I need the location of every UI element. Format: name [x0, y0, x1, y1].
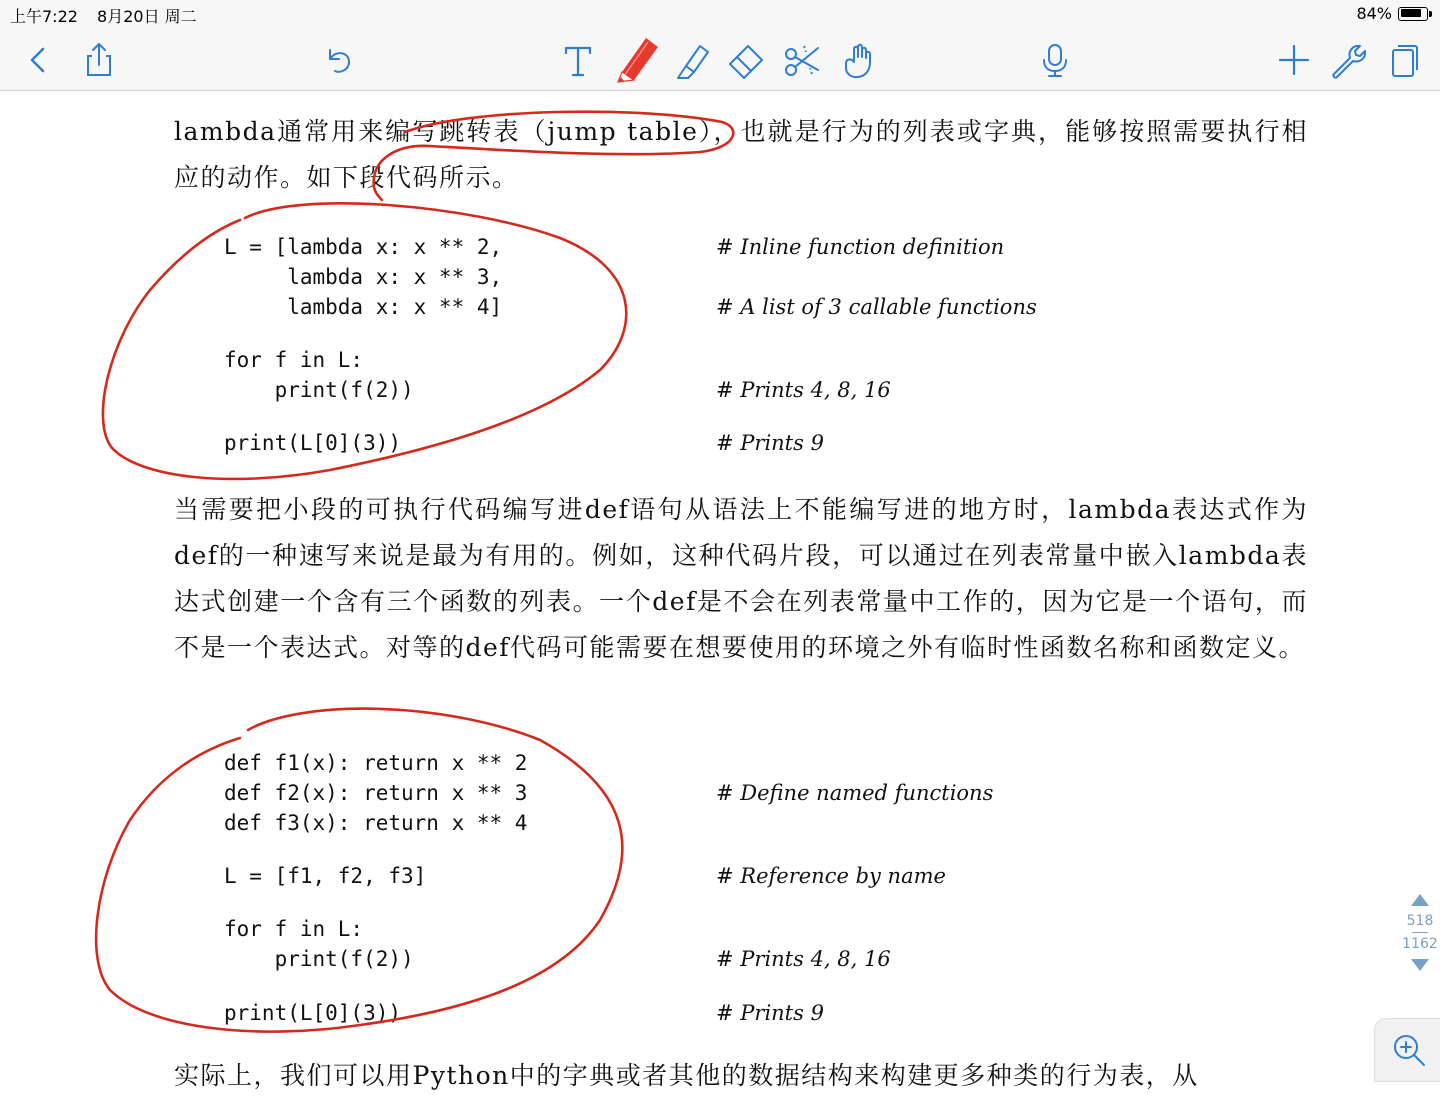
- pen-tool-button[interactable]: [612, 32, 664, 84]
- code-line: for f in L:: [224, 348, 364, 372]
- battery-percent: 84%: [1356, 4, 1392, 23]
- code-line: print(f(2)): [224, 378, 414, 402]
- text-tool-button[interactable]: [556, 38, 600, 82]
- share-icon: [79, 40, 119, 80]
- highlighter-tool-icon: [670, 40, 710, 80]
- paragraph-1: lambda通常用来编写跳转表（jump table），也就是行为的列表或字典，能够按照需要执行相应的动作。如下段代码所示。: [174, 117, 1308, 192]
- code-comment: # A list of 3 callable functions: [716, 295, 1037, 319]
- toolbar: [0, 30, 1440, 91]
- code-comment: # Prints 4, 8, 16: [716, 947, 891, 971]
- code-comment: # Prints 4, 8, 16: [716, 378, 891, 402]
- microphone-icon: [1035, 40, 1075, 80]
- code-line: for f in L:: [224, 917, 364, 941]
- code-line: print(f(2)): [224, 947, 414, 971]
- pages-button[interactable]: [1382, 38, 1426, 82]
- hand-tool-button[interactable]: [834, 38, 878, 82]
- code-line: def f1(x): return x ** 2: [224, 751, 528, 775]
- scissors-lasso-icon: [782, 40, 822, 80]
- back-chevron-icon: [18, 40, 58, 80]
- hand-tool-icon: [836, 40, 876, 80]
- status-time: 上午7:22: [10, 7, 78, 26]
- code-comment: # Inline function definition: [716, 235, 1005, 259]
- total-pages: 1162: [1402, 936, 1438, 952]
- status-bar: [0, 0, 1440, 30]
- zoom-button[interactable]: [1374, 1018, 1440, 1082]
- code-line: lambda x: x ** 3,: [224, 265, 503, 289]
- text-tool-icon: [558, 40, 598, 80]
- page-separator: [1412, 932, 1428, 933]
- code-line: print(L[0](3)): [224, 1001, 402, 1025]
- paragraph-3-partial: 实际上，我们可以用Python中的字典或者其他的数据结构来构建更多种类的行为表，从: [174, 1061, 1199, 1090]
- code-line: def f2(x): return x ** 3: [224, 781, 528, 805]
- zoom-in-icon: [1389, 1030, 1429, 1070]
- code-line: lambda x: x ** 4]: [224, 295, 503, 319]
- status-date: 8月20日 周二: [97, 7, 197, 26]
- page-down-icon[interactable]: [1411, 959, 1429, 971]
- current-page: 518: [1406, 913, 1434, 929]
- paragraph-2: 当需要把小段的可执行代码编写进def语句从语法上不能编写进的地方时，lambda表达式作为def的一种速写来说是最为有用的。例如，这种代码片段，可以通过在列表常量中嵌入lambda表达式创建一个含有三个函数的列表。一个def是不会在列表常量中工作的，因为它是一个语句，而不是一个表达式。对等的def代码可能需要在想要使用的环境之外有临时性函数名称和函数定义。: [174, 495, 1308, 662]
- code-comment: # Prints 9: [716, 431, 824, 455]
- code-comment: # Define named functions: [716, 781, 994, 805]
- undo-button[interactable]: [316, 38, 360, 82]
- code-line: print(L[0](3)): [224, 431, 402, 455]
- code-line: L = [lambda x: x ** 2,: [224, 235, 503, 259]
- code-comment: # Prints 9: [716, 1001, 824, 1025]
- status-time-date: [10, 4, 197, 27]
- add-button[interactable]: [1272, 38, 1316, 82]
- pages-icon: [1384, 40, 1424, 80]
- plus-icon: [1274, 40, 1314, 80]
- eraser-tool-icon: [726, 40, 766, 80]
- code-comment: # Reference by name: [716, 864, 946, 888]
- back-button[interactable]: [16, 38, 60, 82]
- pen-tool-icon: [612, 32, 664, 84]
- highlighter-tool-button[interactable]: [668, 38, 712, 82]
- page-up-icon[interactable]: [1411, 894, 1429, 906]
- eraser-tool-button[interactable]: [724, 38, 768, 82]
- share-button[interactable]: [77, 38, 121, 82]
- undo-icon: [318, 40, 358, 80]
- lasso-tool-button[interactable]: [780, 38, 824, 82]
- code-line: def f3(x): return x ** 4: [224, 811, 528, 835]
- status-battery-area: [1356, 4, 1428, 23]
- code-line: L = [f1, f2, f3]: [224, 864, 427, 888]
- battery-icon: [1398, 7, 1428, 21]
- page-navigator: [1400, 890, 1440, 990]
- settings-button[interactable]: [1326, 38, 1370, 82]
- microphone-button[interactable]: [1033, 38, 1077, 82]
- wrench-icon: [1328, 40, 1368, 80]
- document-page[interactable]: [0, 91, 1440, 1090]
